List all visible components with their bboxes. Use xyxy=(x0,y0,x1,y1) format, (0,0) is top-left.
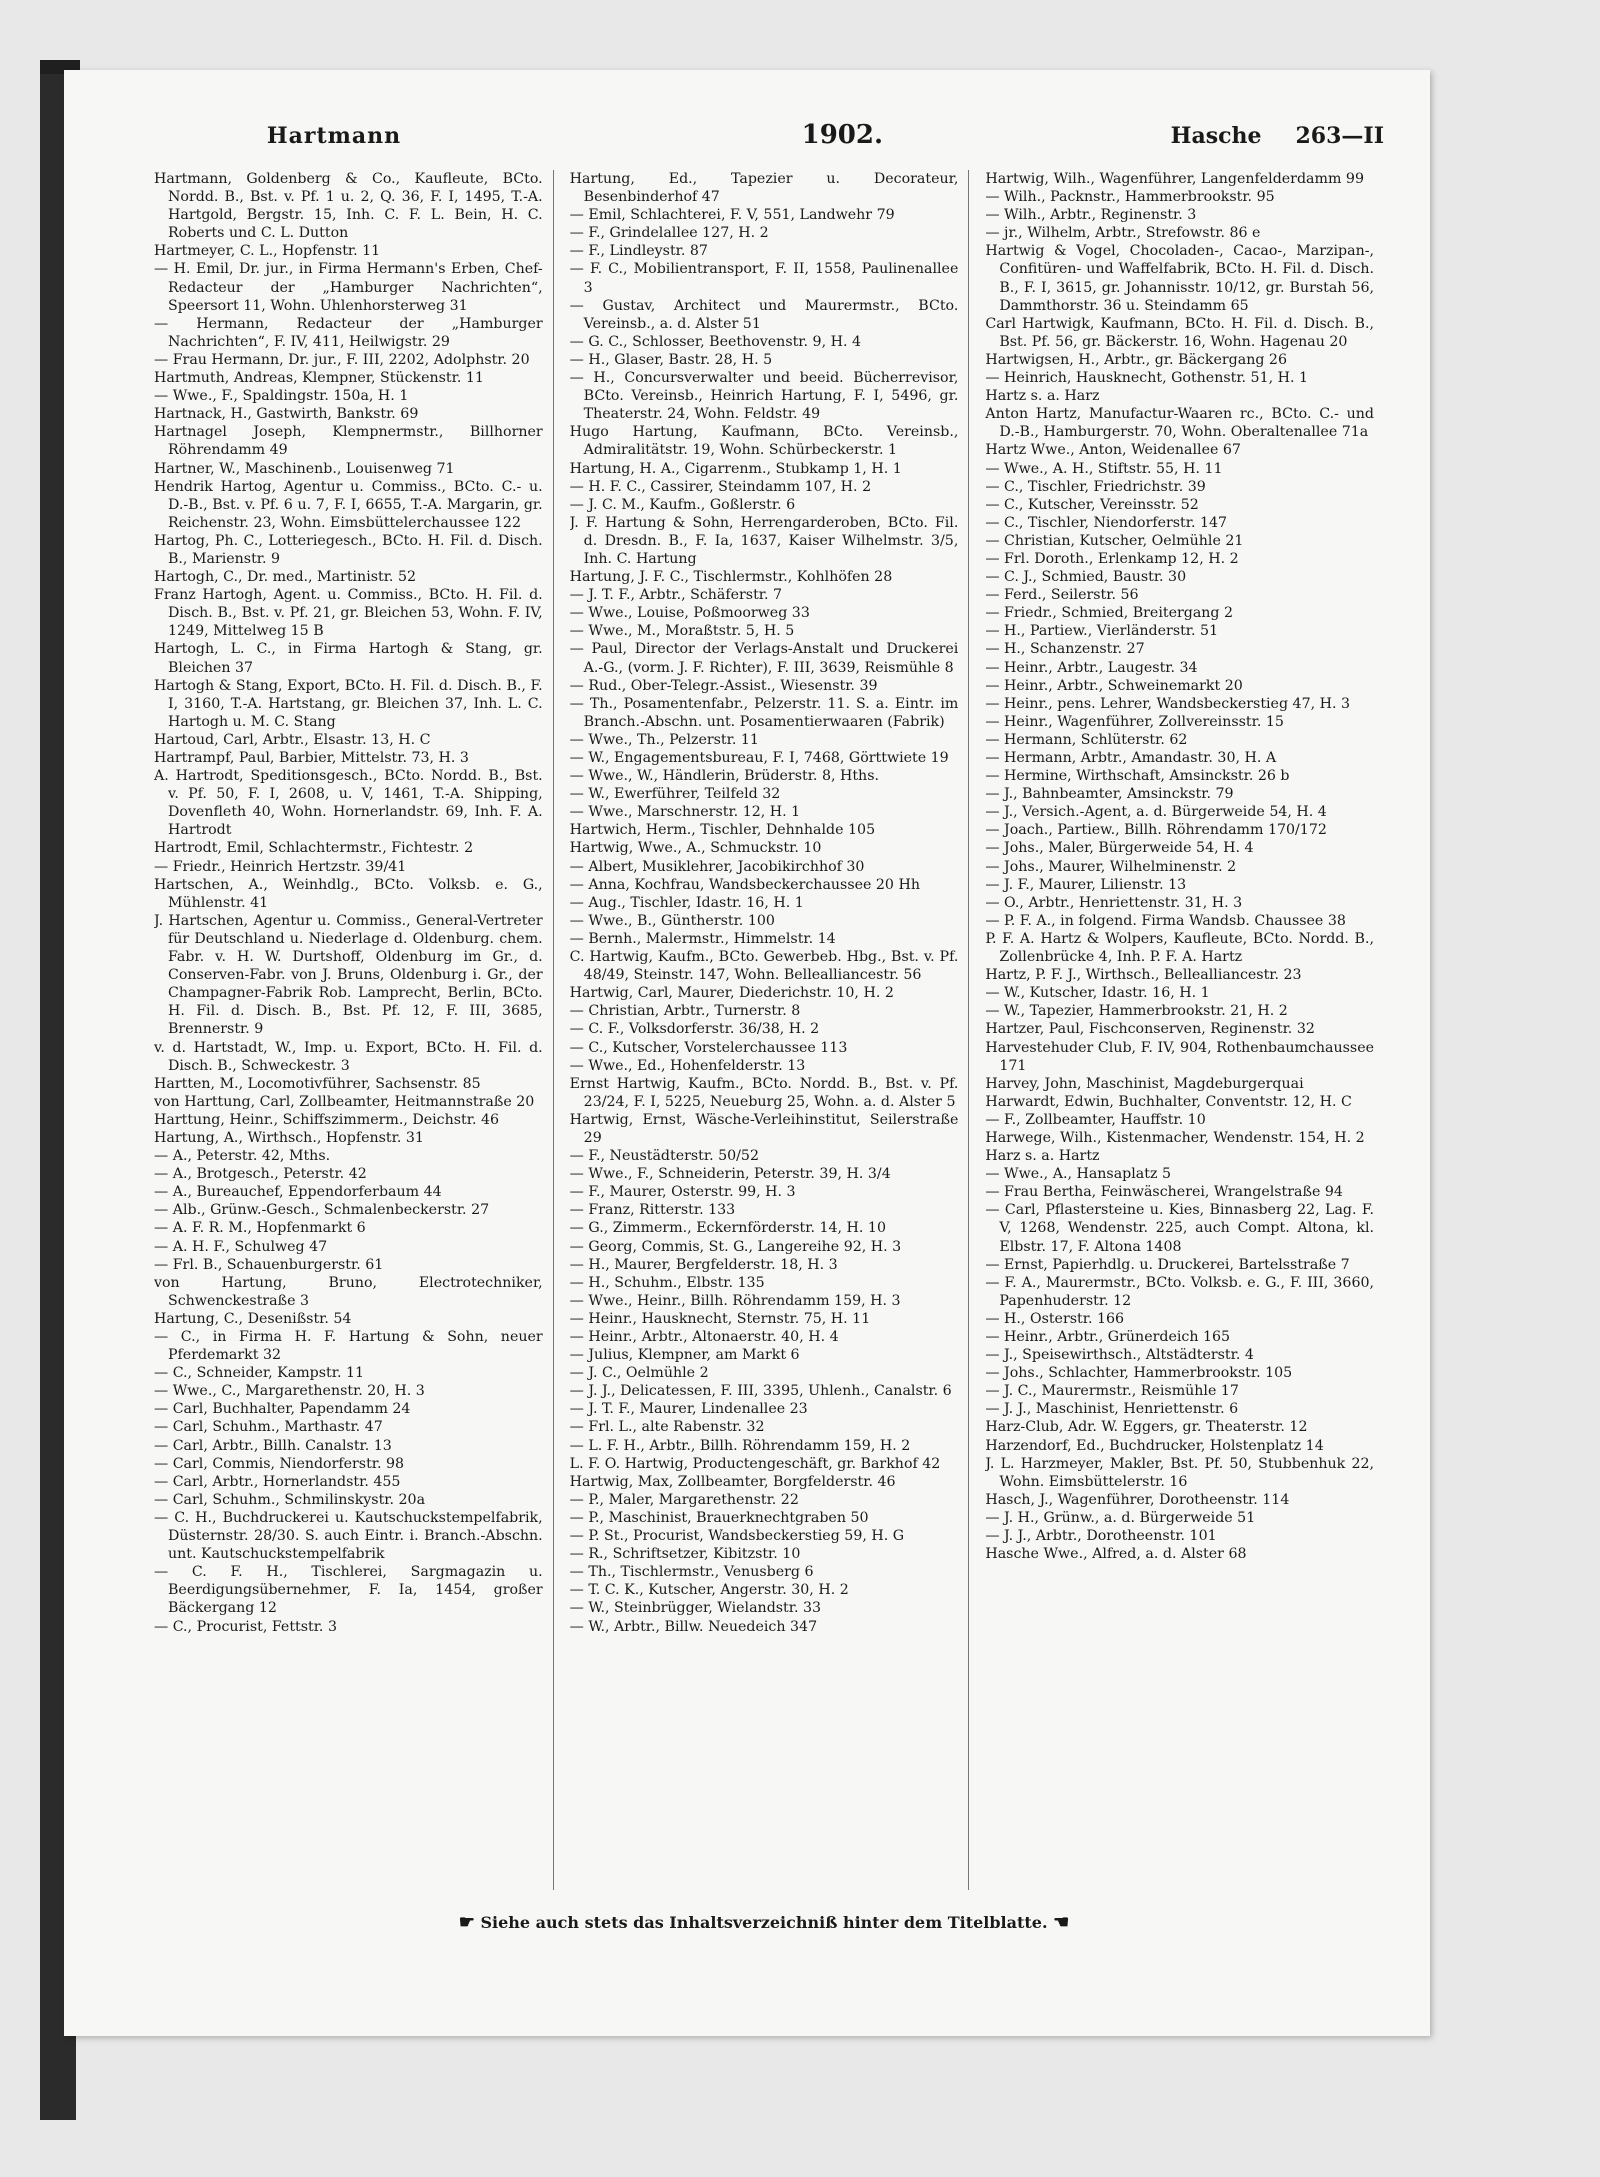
directory-entry: Harvey, John, Maschinist, Magdeburgerquai xyxy=(985,1075,1304,1092)
directory-entry: — H. F. C., Cassirer, Steindamm 107, H. 2 xyxy=(569,478,872,495)
directory-entry: — Heinr., Arbtr., Schweinemarkt 20 xyxy=(985,677,1243,694)
directory-entry: Hartwig, Wilh., Wagenführer, Langenfelderdamm 99 xyxy=(985,171,1364,187)
directory-entry: Hartung, Ed., Tapezier u. Decorateur, Besenbinderhof 47 xyxy=(569,171,959,206)
directory-entry: Hartoud, Carl, Arbtr., Elsastr. 13, H. C xyxy=(154,731,431,748)
directory-entry: — Franz, Ritterstr. 133 xyxy=(569,1202,736,1219)
entry-columns xyxy=(154,170,1384,1890)
directory-entry: — J. C. M., Kaufm., Goßlerstr. 6 xyxy=(569,496,796,513)
directory-entry: — Friedr., Schmied, Breitergang 2 xyxy=(985,605,1234,622)
directory-entry: — Frau Hermann, Dr. jur., F. III, 2202, Adolphstr. 20 xyxy=(154,351,530,368)
directory-entry: — Th., Tischlermstr., Venusberg 6 xyxy=(569,1564,814,1581)
directory-entry: — H., Osterstr. 166 xyxy=(985,1310,1125,1327)
directory-entry: — R., Schriftsetzer, Kibitzstr. 10 xyxy=(569,1546,801,1563)
directory-entry: Franz Hartogh, Agent. u. Commiss., BCto. H. Fil. d. Disch. B., Bst. v. Pf. 21, gr. Bleichen 53, Wohn. F. IV, 1249, Mittelweg 15 B xyxy=(154,587,543,640)
directory-entry: — J., Speisewirthsch., Altstädterstr. 4 xyxy=(985,1347,1254,1364)
directory-entry: — Frau Bertha, Feinwäscherei, Wrangelstraße 94 xyxy=(985,1184,1343,1201)
directory-entry: Hartogh, L. C., in Firma Hartogh & Stang, gr. Bleichen 37 xyxy=(154,641,543,676)
page-header xyxy=(154,120,1384,160)
directory-entry: Hartnack, H., Gastwirth, Bankstr. 69 xyxy=(154,406,419,423)
directory-entry: — Wwe., Marschnerstr. 12, H. 1 xyxy=(569,804,801,821)
year-heading: 1902. xyxy=(801,120,884,150)
directory-entry: — F., Neustädterstr. 50/52 xyxy=(569,1148,759,1165)
directory-entry: — C., Tischler, Friedrichstr. 39 xyxy=(985,478,1206,495)
directory-entry: — Hermann, Schlüterstr. 62 xyxy=(985,731,1188,748)
directory-entry: — Wilh., Packnstr., Hammerbrookstr. 95 xyxy=(985,189,1275,206)
directory-entry: — P., Maschinist, Brauerknechtgraben 50 xyxy=(569,1509,869,1526)
directory-entry: P. F. A. Hartz & Wolpers, Kaufleute, BCto. Nordd. B., Zollenbrücke 4, Inh. P. F. A. Hartz xyxy=(985,930,1375,966)
directory-entry: — Heinrich, Hausknecht, Gothenstr. 51, H. 1 xyxy=(985,370,1309,387)
directory-entry: — P., Maler, Margarethenstr. 22 xyxy=(569,1491,799,1508)
pointing-hand-left-icon: ☛ xyxy=(458,1912,475,1933)
directory-entry: Hartog, Ph. C., Lotteriegesch., BCto. H. Fil. d. Disch. B., Marienstr. 9 xyxy=(154,532,543,567)
directory-entry: — Joach., Partiew., Billh. Röhrendamm 170/172 xyxy=(985,822,1327,839)
directory-entry: — Heinr., pens. Lehrer, Wandsbeckerstieg 47, H. 3 xyxy=(985,695,1351,712)
directory-entry: — F. C., Mobilientransport, F. II, 1558, Paulinenallee 3 xyxy=(569,261,959,296)
directory-entry: — C. H., Buchdruckerei u. Kautschuckstempelfabrik, Düsternstr. 28/30. S. auch Eintr. i. Branch.-Abschn. unt. Kautschuckstempelfabrik xyxy=(154,1509,543,1563)
directory-entry: Hartzer, Paul, Fischconserven, Reginenstr. 32 xyxy=(985,1021,1315,1038)
directory-entry: — H. Emil, Dr. jur., in Firma Hermann's Erben, Chef-Redacteur der „Hamburger Nachrichten“, Speersort 11, Wohn. Uhlenhorsterweg 31 xyxy=(154,261,543,314)
directory-entry: — jr., Wilhelm, Arbtr., Strefowstr. 86 e xyxy=(985,225,1261,242)
directory-entry: Hartung, C., Desenißstr. 54 xyxy=(154,1310,352,1327)
directory-entry: Hartschen, A., Weinhdlg., BCto. Volksb. e. G., Mühlenstr. 41 xyxy=(154,876,543,911)
directory-entry: — W., Ewerführer, Teilfeld 32 xyxy=(569,786,781,803)
directory-entry: — Hermann, Arbtr., Amandastr. 30, H. A xyxy=(985,750,1277,766)
directory-entry: — Carl, Commis, Niendorferstr. 98 xyxy=(154,1455,405,1472)
directory-entry: — H., Partiew., Vierländerstr. 51 xyxy=(985,623,1219,640)
directory-entry: Hartung, H. A., Cigarrenm., Stubkamp 1, H. 1 xyxy=(569,460,902,477)
directory-entry: — P. St., Procurist, Wandsbeckerstieg 59, H. G xyxy=(569,1528,905,1545)
directory-entry: Harwege, Wilh., Kistenmacher, Wendenstr. 154, H. 2 xyxy=(985,1129,1365,1146)
directory-entry: — Th., Posamentenfabr., Pelzerstr. 11. S. a. Eintr. im Branch.-Abschn. unt. Posamentierwaaren (Fabrik) xyxy=(569,695,959,730)
directory-entry: — T. C. K., Kutscher, Angerstr. 30, H. 2 xyxy=(569,1582,849,1599)
directory-entry: — Heinr., Arbtr., Grünerdeich 165 xyxy=(985,1329,1231,1345)
directory-entry: — Wwe., F., Schneiderin, Peterstr. 39, H. 3/4 xyxy=(569,1166,891,1183)
directory-entry: — Friedr., Heinrich Hertzstr. 39/41 xyxy=(154,858,407,875)
directory-entry: — Johs., Maurer, Wilhelminenstr. 2 xyxy=(985,858,1237,875)
directory-entry: J. L. Harzmeyer, Makler, Bst. Pf. 50, Stubbenhuk 22, Wohn. Eimsbüttelerstr. 16 xyxy=(985,1455,1375,1490)
directory-entry: — A., Bureauchef, Eppendorferbaum 44 xyxy=(154,1184,442,1201)
directory-entry: — W., Arbtr., Billw. Neuedeich 347 xyxy=(569,1618,818,1635)
directory-entry: Hartten, M., Locomotivführer, Sachsenstr. 85 xyxy=(154,1075,481,1092)
directory-entry: Hartung, A., Wirthsch., Hopfenstr. 31 xyxy=(154,1129,424,1146)
directory-entry: — H., Glaser, Bastr. 28, H. 5 xyxy=(569,351,773,368)
directory-entry: — J. H., Grünw., a. d. Bürgerweide 51 xyxy=(985,1509,1256,1526)
directory-entry: — Carl, Arbtr., Billh. Canalstr. 13 xyxy=(154,1437,392,1454)
directory-entry: — Georg, Commis, St. G., Langereihe 92, H. 3 xyxy=(569,1238,902,1255)
column-middle xyxy=(570,170,970,1890)
directory-entry: Hartwig, Wwe., A., Schmuckstr. 10 xyxy=(569,840,822,857)
directory-entry: — Carl, Schuhm., Marthastr. 47 xyxy=(154,1419,383,1436)
directory-entry: Harzendorf, Ed., Buchdrucker, Holstenplatz 14 xyxy=(985,1437,1324,1454)
directory-entry: Anton Hartz, Manufactur-Waaren rc., BCto. C.- und D.-B., Hamburgerstr. 70, Wohn. Oberaltenallee 71a xyxy=(985,406,1375,441)
directory-entry: — Johs., Schlachter, Hammerbrookstr. 105 xyxy=(985,1365,1293,1382)
directory-entry: — A., Peterstr. 42, Mths. xyxy=(154,1148,331,1165)
directory-entry: — Anna, Kochfrau, Wandsbeckerchaussee 20 Hh xyxy=(569,876,920,893)
directory-entry: Hartmann, Goldenberg & Co., Kaufleute, BCto. Nordd. B., Bst. v. Pf. 1 u. 2, Q. 36, F. I, 1495, T.-A. Hartgold, Bergstr. 15, Inh. C. F. L. Bein, H. C. Roberts und C. L. Dutton xyxy=(154,171,543,242)
directory-page xyxy=(64,70,1430,2036)
directory-entry: Ernst Hartwig, Kaufm., BCto. Nordd. B., Bst. v. Pf. 23/24, F. I, 5225, Neueburg 25, Wohn. a. d. Alster 5 xyxy=(569,1075,959,1110)
directory-entry: — C., Procurist, Fettstr. 3 xyxy=(154,1618,337,1635)
column-right xyxy=(985,170,1384,1890)
directory-entry: Hartz s. a. Harz xyxy=(985,388,1100,405)
directory-entry: Hartz Wwe., Anton, Weidenallee 67 xyxy=(985,442,1241,459)
page-number: 263—II xyxy=(1295,123,1384,149)
directory-entry: — Wwe., B., Güntherstr. 100 xyxy=(569,912,775,929)
right-running-head: Hasche xyxy=(1170,123,1262,149)
directory-entry: — Wwe., W., Händlerin, Brüderstr. 8, Hths. xyxy=(569,768,879,785)
directory-entry: — Heinr., Arbtr., Laugestr. 34 xyxy=(985,659,1198,676)
directory-entry: — Bernh., Malermstr., Himmelstr. 14 xyxy=(569,930,836,947)
directory-entry: von Harttung, Carl, Zollbeamter, Heitmannstraße 20 xyxy=(154,1093,535,1110)
directory-entry: — W., Engagementsbureau, F. I, 7468, Görttwiete 19 xyxy=(569,750,949,766)
directory-entry: — Johs., Maler, Bürgerweide 54, H. 4 xyxy=(985,840,1254,857)
directory-entry: Hasche Wwe., Alfred, a. d. Alster 68 xyxy=(985,1546,1247,1563)
directory-entry: — C., in Firma H. F. Hartung & Sohn, neuer Pferdemarkt 32 xyxy=(154,1329,543,1364)
directory-entry: — J. T. F., Maurer, Lindenallee 23 xyxy=(569,1401,808,1418)
directory-entry: — Wwe., F., Spaldingstr. 150a, H. 1 xyxy=(154,388,409,405)
directory-entry: C. Hartwig, Kaufm., BCto. Gewerbeb. Hbg., Bst. v. Pf. 48/49, Steinstr. 147, Wohn. Bellealliancestr. 56 xyxy=(569,949,959,984)
directory-entry: — Heinr., Wagenführer, Zollvereinsstr. 15 xyxy=(985,713,1284,730)
directory-entry: Carl Hartwigk, Kaufmann, BCto. H. Fil. d. Disch. B., Bst. Pf. 56, gr. Bäckerstr. 16, Wohn. Hagenau 20 xyxy=(985,315,1375,350)
directory-entry: — C. F. H., Tischlerei, Sargmagazin u. Beerdigungsübernehmer, F. Ia, 1454, großer Bäckergang 12 xyxy=(154,1564,543,1617)
directory-entry: Hendrik Hartog, Agentur u. Commiss., BCto. C.- u. D.-B., Bst. v. Pf. 6 u. 7, F. I, 6655, T.-A. Margarin, gr. Reichenstr. 23, Wohn. Eimsbüttelerchaussee 122 xyxy=(154,478,543,531)
directory-entry: — Frl. L., alte Rabenstr. 32 xyxy=(569,1419,765,1436)
directory-entry: — J. C., Maurermstr., Reismühle 17 xyxy=(985,1383,1239,1400)
directory-entry: — Wwe., Louise, Poßmoorweg 33 xyxy=(569,605,810,622)
directory-entry: — Wwe., Th., Pelzerstr. 11 xyxy=(569,731,759,748)
directory-entry: — Carl, Schuhm., Schmilinskystr. 20a xyxy=(154,1491,426,1508)
directory-entry: — Wwe., A. H., Stiftstr. 55, H. 11 xyxy=(985,460,1223,477)
directory-entry: — Albert, Musiklehrer, Jacobikirchhof 30 xyxy=(569,858,865,875)
directory-entry: Harz-Club, Adr. W. Eggers, gr. Theaterstr. 12 xyxy=(985,1419,1308,1436)
directory-entry: — P. F. A., in folgend. Firma Wandsb. Chaussee 38 xyxy=(985,912,1346,929)
directory-entry: — A., Brotgesch., Peterstr. 42 xyxy=(154,1166,367,1183)
directory-entry: — Wwe., M., Moraßtstr. 5, H. 5 xyxy=(569,623,795,640)
directory-entry: — Heinr., Arbtr., Altonaerstr. 40, H. 4 xyxy=(569,1329,839,1345)
directory-entry: — W., Steinbrügger, Wielandstr. 33 xyxy=(569,1600,822,1617)
directory-entry: — Christian, Arbtr., Turnerstr. 8 xyxy=(569,1003,801,1020)
directory-entry: — G. C., Schlosser, Beethovenstr. 9, H. 4 xyxy=(569,333,862,350)
directory-entry: — Hermann, Redacteur der „Hamburger Nachrichten“, F. IV, 411, Heilwigstr. 29 xyxy=(154,315,543,350)
directory-entry: — Wwe., A., Hansaplatz 5 xyxy=(985,1166,1171,1183)
directory-entry: — O., Arbtr., Henriettenstr. 31, H. 3 xyxy=(985,894,1243,911)
directory-entry: — H., Maurer, Bergfelderstr. 18, H. 3 xyxy=(569,1256,838,1273)
footer-text: Siehe auch stets das Inhaltsverzeichniß hinter dem Titelblatte. xyxy=(480,1913,1048,1932)
directory-entry: Hartrodt, Emil, Schlachtermstr., Fichtestr. 2 xyxy=(154,840,474,857)
directory-entry: — A. F. R. M., Hopfenmarkt 6 xyxy=(154,1220,366,1237)
directory-entry: — G., Zimmerm., Eckernförderstr. 14, H. 10 xyxy=(569,1220,886,1237)
directory-entry: — A. H. F., Schulweg 47 xyxy=(154,1238,328,1255)
directory-entry: — Carl, Arbtr., Hornerlandstr. 455 xyxy=(154,1473,401,1490)
directory-entry: — Heinr., Hausknecht, Sternstr. 75, H. 11 xyxy=(569,1310,871,1327)
directory-entry: — F., Maurer, Osterstr. 99, H. 3 xyxy=(569,1184,796,1201)
directory-entry: — Paul, Director der Verlags-Anstalt und Druckerei A.-G., (vorm. J. F. Richter), F. III, 3639, Reismühle 8 xyxy=(569,641,959,676)
directory-entry: Hartwig, Carl, Maurer, Diederichstr. 10, H. 2 xyxy=(569,985,894,1002)
directory-entry: — C., Kutscher, Vorstelerchaussee 113 xyxy=(569,1039,848,1056)
directory-entry: — J. J., Delicatessen, F. III, 3395, Uhlenh., Canalstr. 6 xyxy=(569,1383,952,1400)
directory-entry: — J., Versich.-Agent, a. d. Bürgerweide 54, H. 4 xyxy=(985,804,1327,821)
directory-entry: — C., Kutscher, Vereinsstr. 52 xyxy=(985,496,1199,513)
directory-entry: Harvestehuder Club, F. IV, 904, Rothenbaumchaussee 171 xyxy=(985,1039,1375,1074)
directory-entry: — H., Schanzenstr. 27 xyxy=(985,641,1145,658)
directory-entry: — H., Concursverwalter und beeid. Bücherrevisor, BCto. Vereinsb., Heinrich Hartung, F. I, 5496, gr. Theaterstr. 24, Wohn. Feldstr. 49 xyxy=(569,370,959,423)
directory-entry: Harz s. a. Hartz xyxy=(985,1148,1100,1165)
directory-entry: — F., Grindelallee 127, H. 2 xyxy=(569,225,769,242)
directory-entry: — Emil, Schlachterei, F. V, 551, Landwehr 79 xyxy=(569,207,895,224)
directory-entry: Hartz, P. F. J., Wirthsch., Bellealliancestr. 23 xyxy=(985,967,1302,984)
directory-entry: Hugo Hartung, Kaufmann, BCto. Vereinsb., Admiralitätstr. 19, Wohn. Schürbeckerstr. 1 xyxy=(569,424,959,459)
directory-entry: — F., Lindleystr. 87 xyxy=(569,243,708,260)
directory-entry: — Ernst, Papierhdlg. u. Druckerei, Bartelsstraße 7 xyxy=(985,1256,1350,1273)
page-footer-note xyxy=(264,1912,1264,1933)
directory-entry: — Gustav, Architect und Maurermstr., BCto. Vereinsb., a. d. Alster 51 xyxy=(569,297,959,332)
directory-entry: — C., Tischler, Niendorferstr. 147 xyxy=(985,514,1228,531)
directory-entry: v. d. Hartstadt, W., Imp. u. Export, BCto. H. Fil. d. Disch. B., Schweckestr. 3 xyxy=(154,1039,543,1074)
directory-entry: — Frl. Doroth., Erlenkamp 12, H. 2 xyxy=(985,550,1239,567)
directory-entry: von Hartung, Bruno, Electrotechniker, Schwenckestraße 3 xyxy=(154,1274,543,1309)
pointing-hand-right-icon: ☚ xyxy=(1053,1912,1070,1933)
left-running-head: Hartmann xyxy=(266,123,402,149)
directory-entry: — Ferd., Seilerstr. 56 xyxy=(985,587,1139,604)
directory-entry: Harttung, Heinr., Schiffszimmerm., Deichstr. 46 xyxy=(154,1111,500,1128)
directory-entry: Hartwig & Vogel, Chocoladen-, Cacao-, Marzipan-, Confitüren- und Waffelfabrik, BCto. H. Fil. d. Disch. B., F. I, 3615, gr. Johannisstr. 10/12, gr. Burstah 56, Dammthorstr. 36 u. Steindamm 65 xyxy=(985,243,1375,314)
directory-entry: — Alb., Grünw.-Gesch., Schmalenbeckerstr. 27 xyxy=(154,1202,490,1219)
directory-entry: — J. J., Arbtr., Dorotheenstr. 101 xyxy=(985,1528,1217,1545)
directory-entry: L. F. O. Hartwig, Productengeschäft, gr. Barkhof 42 xyxy=(569,1455,941,1472)
directory-entry: Hartmuth, Andreas, Klempner, Stückenstr. 11 xyxy=(154,370,484,387)
directory-entry: — W., Kutscher, Idastr. 16, H. 1 xyxy=(985,985,1210,1002)
directory-entry: — Hermine, Wirthschaft, Amsinckstr. 26 b xyxy=(985,768,1290,785)
directory-entry: — J. C., Oelmühle 2 xyxy=(569,1365,709,1382)
directory-entry: — F., Zollbeamter, Hauffstr. 10 xyxy=(985,1111,1206,1128)
directory-entry: Hartrampf, Paul, Barbier, Mittelstr. 73, H. 3 xyxy=(154,750,469,766)
directory-entry: — L. F. H., Arbtr., Billh. Röhrendamm 159, H. 2 xyxy=(569,1437,911,1454)
directory-entry: — Wwe., C., Margarethenstr. 20, H. 3 xyxy=(154,1383,425,1400)
directory-entry: — Carl, Buchhalter, Papendamm 24 xyxy=(154,1401,411,1418)
right-header-group xyxy=(1171,123,1384,149)
directory-entry: Hasch, J., Wagenführer, Dorotheenstr. 114 xyxy=(985,1491,1290,1508)
directory-entry: Hartogh, C., Dr. med., Martinistr. 52 xyxy=(154,569,417,586)
directory-entry: — Frl. B., Schauenburgerstr. 61 xyxy=(154,1256,384,1273)
directory-entry: — C. J., Schmied, Baustr. 30 xyxy=(985,569,1187,586)
directory-entry: — J. T. F., Arbtr., Schäferstr. 7 xyxy=(569,587,783,604)
directory-entry: — Julius, Klempner, am Markt 6 xyxy=(569,1347,800,1364)
directory-entry: — Aug., Tischler, Idastr. 16, H. 1 xyxy=(569,894,804,911)
directory-entry: — W., Tapezier, Hammerbrookstr. 21, H. 2 xyxy=(985,1003,1288,1020)
directory-entry: Hartwigsen, H., Arbtr., gr. Bäckergang 26 xyxy=(985,351,1287,368)
directory-entry: Hartwig, Max, Zollbeamter, Borgfelderstr. 46 xyxy=(569,1473,896,1490)
directory-entry: Hartmeyer, C. L., Hopfenstr. 11 xyxy=(154,243,381,260)
directory-entry: — Rud., Ober-Telegr.-Assist., Wiesenstr. 39 xyxy=(569,677,878,694)
directory-entry: Hartwich, Herm., Tischler, Dehnhalde 105 xyxy=(569,822,876,839)
directory-entry: Hartnagel Joseph, Klempnermstr., Billhorner Röhrendamm 49 xyxy=(154,424,543,459)
directory-entry: Hartung, J. F. C., Tischlermstr., Kohlhöfen 28 xyxy=(569,569,893,586)
directory-entry: Hartner, W., Maschinenb., Louisenweg 71 xyxy=(154,460,455,477)
directory-entry: Harwardt, Edwin, Buchhalter, Conventstr. 12, H. C xyxy=(985,1093,1352,1110)
directory-entry: — C., Schneider, Kampstr. 11 xyxy=(154,1365,365,1382)
directory-entry: — Wwe., Ed., Hohenfelderstr. 13 xyxy=(569,1057,806,1074)
directory-entry: Hartogh & Stang, Export, BCto. H. Fil. d. Disch. B., F. I, 3160, T.-A. Hartstang, gr. Bleichen 37, Inh. L. C. Hartogh u. M. C. Stang xyxy=(154,677,543,730)
directory-entry: — C. F., Volksdorferstr. 36/38, H. 2 xyxy=(569,1021,820,1038)
directory-entry: — Wilh., Arbtr., Reginenstr. 3 xyxy=(985,207,1197,224)
directory-entry: — J. F., Maurer, Lilienstr. 13 xyxy=(985,876,1187,893)
directory-entry: — H., Schuhm., Elbstr. 135 xyxy=(569,1274,765,1291)
column-left xyxy=(154,170,554,1890)
directory-entry: — F. A., Maurermstr., BCto. Volksb. e. G., F. III, 3660, Papenhuderstr. 12 xyxy=(985,1274,1375,1309)
directory-entry: — Christian, Kutscher, Oelmühle 21 xyxy=(985,532,1244,549)
directory-entry: — J., Bahnbeamter, Amsinckstr. 79 xyxy=(985,786,1234,803)
directory-entry: J. Hartschen, Agentur u. Commiss., General-Vertreter für Deutschland u. Niederlage d. Oldenburg. chem. Fabr. v. H. W. Durtshoff, Oldenburg im Gr., d. Conserven-Fabr. von J. Bruns, Oldenburg i. Gr., der Champagner-Fabrik Rob. Lamprecht, Berlin, BCto. H. Fil. d. Disch. B., Bst. Pf. 12, F. III, 3685, Brennerstr. 9 xyxy=(154,912,543,1038)
directory-entry: J. F. Hartung & Sohn, Herrengarderoben, BCto. Fil. d. Dresdn. B., F. Ia, 1637, Kaiser Wilhelmstr. 3/5, Inh. C. Hartung xyxy=(569,514,959,567)
directory-entry: — J. J., Maschinist, Henriettenstr. 6 xyxy=(985,1401,1239,1418)
directory-entry: A. Hartrodt, Speditionsgesch., BCto. Nordd. B., Bst. v. Pf. 50, F. I, 2608, u. V, 1461, T.-A. Shipping, Dovenfleth 40, Wohn. Hornerlandstr. 69, Inh. F. A. Hartrodt xyxy=(154,768,543,839)
directory-entry: — Wwe., Heinr., Billh. Röhrendamm 159, H. 3 xyxy=(569,1292,901,1309)
directory-entry: Hartwig, Ernst, Wäsche-Verleihinstitut, Seilerstraße 29 xyxy=(569,1111,959,1146)
directory-entry: — Carl, Pflastersteine u. Kies, Binnasberg 22, Lag. F. V, 1268, Wendenstr. 225, auch Compt. Altona, kl. Elbstr. 17, F. Altona 1408 xyxy=(985,1202,1375,1255)
